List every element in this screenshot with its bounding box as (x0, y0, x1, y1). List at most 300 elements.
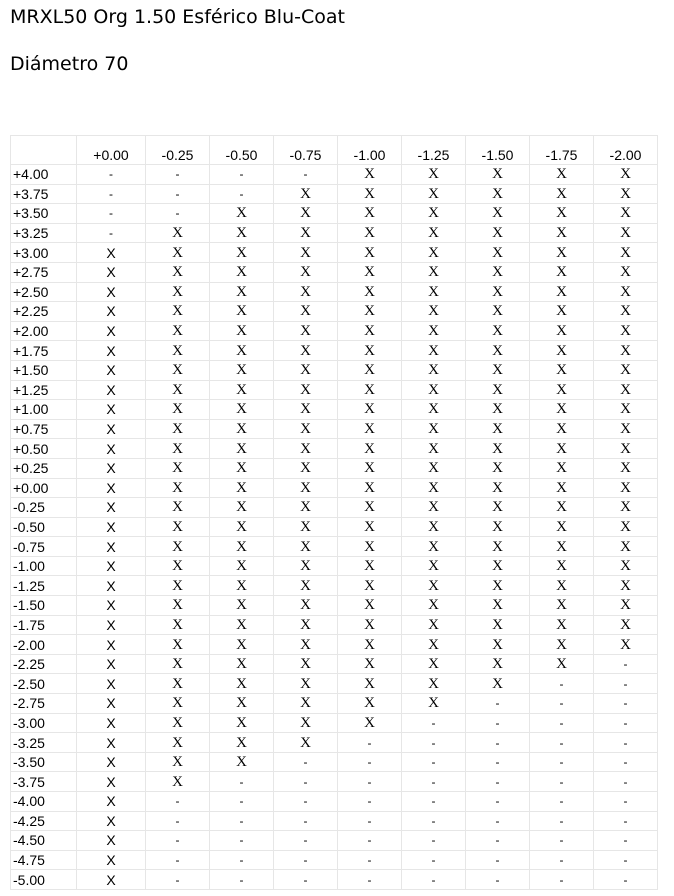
available-mark: X (210, 556, 274, 576)
unavailable-mark: - (530, 870, 594, 890)
available-mark: X (274, 733, 338, 753)
unavailable-mark: - (146, 165, 210, 185)
available-mark: X (210, 419, 274, 439)
table-row (11, 831, 658, 851)
available-mark: X (210, 713, 274, 733)
unavailable-mark: - (530, 850, 594, 870)
row-header: +0.50 (11, 439, 77, 459)
available-mark: X (594, 635, 658, 655)
unavailable-mark: - (274, 811, 338, 831)
available-mark: X (146, 615, 210, 635)
table-row (11, 321, 658, 341)
corner-cell (11, 136, 77, 165)
available-mark: X (338, 400, 402, 420)
available-mark: X (274, 400, 338, 420)
available-mark: X (77, 811, 146, 831)
table-row (11, 243, 658, 263)
available-mark: X (146, 458, 210, 478)
available-mark: X (530, 282, 594, 302)
available-mark: X (338, 184, 402, 204)
available-mark: X (146, 302, 210, 322)
available-mark: X (466, 635, 530, 655)
available-mark: X (594, 478, 658, 498)
available-mark: X (77, 282, 146, 302)
available-mark: X (594, 223, 658, 243)
available-mark: X (338, 165, 402, 185)
unavailable-mark: - (594, 654, 658, 674)
available-mark: X (466, 262, 530, 282)
available-mark: X (274, 341, 338, 361)
available-mark: X (210, 439, 274, 459)
available-mark: X (594, 282, 658, 302)
available-mark: X (77, 752, 146, 772)
available-mark: X (402, 517, 466, 537)
table-row (11, 772, 658, 792)
table-row (11, 596, 658, 616)
available-mark: X (530, 458, 594, 478)
table-row (11, 458, 658, 478)
available-mark: X (338, 419, 402, 439)
available-mark: X (402, 243, 466, 263)
available-mark: X (402, 262, 466, 282)
available-mark: X (402, 694, 466, 714)
table-row (11, 752, 658, 772)
available-mark: X (466, 341, 530, 361)
available-mark: X (274, 694, 338, 714)
available-mark: X (274, 184, 338, 204)
available-mark: X (274, 478, 338, 498)
unavailable-mark: - (530, 811, 594, 831)
available-mark: X (530, 517, 594, 537)
available-mark: X (210, 223, 274, 243)
available-mark: X (77, 537, 146, 557)
available-mark: X (338, 615, 402, 635)
table-row (11, 341, 658, 361)
row-header: +3.50 (11, 204, 77, 224)
unavailable-mark: - (466, 850, 530, 870)
header-row (11, 136, 658, 165)
available-mark: X (466, 615, 530, 635)
available-mark: X (530, 635, 594, 655)
available-mark: X (77, 733, 146, 753)
available-mark: X (77, 713, 146, 733)
unavailable-mark: - (402, 752, 466, 772)
unavailable-mark: - (594, 831, 658, 851)
available-mark: X (146, 556, 210, 576)
available-mark: X (146, 733, 210, 753)
row-header: -1.25 (11, 576, 77, 596)
available-mark: X (210, 380, 274, 400)
available-mark: X (77, 380, 146, 400)
available-mark: X (77, 498, 146, 518)
table-row (11, 380, 658, 400)
available-mark: X (146, 360, 210, 380)
available-mark: X (594, 262, 658, 282)
table-row (11, 694, 658, 714)
available-mark: X (530, 165, 594, 185)
unavailable-mark: - (530, 733, 594, 753)
available-mark: X (594, 184, 658, 204)
row-header: +2.50 (11, 282, 77, 302)
available-mark: X (466, 537, 530, 557)
available-mark: X (146, 282, 210, 302)
table-row (11, 517, 658, 537)
available-mark: X (594, 576, 658, 596)
available-mark: X (594, 439, 658, 459)
available-mark: X (146, 341, 210, 361)
available-mark: X (210, 654, 274, 674)
available-mark: X (338, 498, 402, 518)
available-mark: X (274, 517, 338, 537)
available-mark: X (77, 615, 146, 635)
unavailable-mark: - (466, 772, 530, 792)
available-mark: X (274, 262, 338, 282)
available-mark: X (594, 165, 658, 185)
available-mark: X (77, 243, 146, 263)
table-row (11, 262, 658, 282)
row-header: -2.75 (11, 694, 77, 714)
available-mark: X (338, 243, 402, 263)
available-mark: X (274, 556, 338, 576)
available-mark: X (530, 400, 594, 420)
available-mark: X (338, 380, 402, 400)
available-mark: X (210, 498, 274, 518)
available-mark: X (210, 341, 274, 361)
available-mark: X (594, 596, 658, 616)
unavailable-mark: - (210, 184, 274, 204)
available-mark: X (77, 517, 146, 537)
available-mark: X (338, 302, 402, 322)
unavailable-mark: - (530, 694, 594, 714)
available-mark: X (146, 576, 210, 596)
available-mark: X (594, 615, 658, 635)
available-mark: X (274, 321, 338, 341)
available-mark: X (402, 341, 466, 361)
available-mark: X (146, 498, 210, 518)
unavailable-mark: - (274, 792, 338, 812)
unavailable-mark: - (338, 772, 402, 792)
available-mark: X (594, 400, 658, 420)
available-mark: X (146, 713, 210, 733)
row-header: +0.25 (11, 458, 77, 478)
available-mark: X (466, 321, 530, 341)
available-mark: X (210, 262, 274, 282)
available-mark: X (402, 674, 466, 694)
column-header: -1.25 (402, 136, 466, 165)
unavailable-mark: - (530, 772, 594, 792)
row-header: +3.75 (11, 184, 77, 204)
unavailable-mark: - (530, 792, 594, 812)
table-row (11, 400, 658, 420)
unavailable-mark: - (402, 831, 466, 851)
available-mark: X (77, 694, 146, 714)
available-mark: X (466, 517, 530, 537)
unavailable-mark: - (594, 752, 658, 772)
table-row (11, 654, 658, 674)
table-row (11, 635, 658, 655)
available-mark: X (338, 439, 402, 459)
available-mark: X (466, 458, 530, 478)
row-header: -2.50 (11, 674, 77, 694)
available-mark: X (146, 439, 210, 459)
available-mark: X (274, 223, 338, 243)
table-row (11, 537, 658, 557)
row-header: +1.00 (11, 400, 77, 420)
row-header: -0.25 (11, 498, 77, 518)
available-mark: X (402, 223, 466, 243)
available-mark: X (146, 752, 210, 772)
available-mark: X (338, 223, 402, 243)
table-row (11, 165, 658, 185)
available-mark: X (402, 165, 466, 185)
available-mark: X (210, 576, 274, 596)
available-mark: X (594, 321, 658, 341)
unavailable-mark: - (210, 811, 274, 831)
available-mark: X (274, 243, 338, 263)
available-mark: X (338, 478, 402, 498)
available-mark: X (466, 360, 530, 380)
available-mark: X (338, 537, 402, 557)
unavailable-mark: - (274, 165, 338, 185)
unavailable-mark: - (594, 811, 658, 831)
available-mark: X (146, 419, 210, 439)
row-header: -3.25 (11, 733, 77, 753)
available-mark: X (402, 576, 466, 596)
available-mark: X (594, 556, 658, 576)
column-header: -2.00 (594, 136, 658, 165)
column-header: -0.75 (274, 136, 338, 165)
available-mark: X (274, 380, 338, 400)
available-mark: X (530, 419, 594, 439)
available-mark: X (274, 498, 338, 518)
available-mark: X (146, 537, 210, 557)
available-mark: X (466, 576, 530, 596)
available-mark: X (530, 360, 594, 380)
available-mark: X (530, 321, 594, 341)
available-mark: X (77, 772, 146, 792)
table-row (11, 576, 658, 596)
row-header: -4.75 (11, 850, 77, 870)
available-mark: X (77, 321, 146, 341)
unavailable-mark: - (274, 772, 338, 792)
available-mark: X (274, 458, 338, 478)
available-mark: X (594, 360, 658, 380)
table-row (11, 282, 658, 302)
available-mark: X (594, 380, 658, 400)
available-mark: X (146, 243, 210, 263)
available-mark: X (274, 302, 338, 322)
available-mark: X (210, 478, 274, 498)
unavailable-mark: - (146, 870, 210, 890)
unavailable-mark: - (402, 713, 466, 733)
unavailable-mark: - (466, 694, 530, 714)
available-mark: X (274, 635, 338, 655)
available-mark: X (77, 556, 146, 576)
available-mark: X (77, 674, 146, 694)
available-mark: X (274, 674, 338, 694)
available-mark: X (210, 360, 274, 380)
unavailable-mark: - (466, 870, 530, 890)
available-mark: X (77, 792, 146, 812)
unavailable-mark: - (466, 831, 530, 851)
available-mark: X (210, 674, 274, 694)
row-header: -1.75 (11, 615, 77, 635)
unavailable-mark: - (530, 713, 594, 733)
unavailable-mark: - (594, 792, 658, 812)
unavailable-mark: - (338, 870, 402, 890)
unavailable-mark: - (530, 674, 594, 694)
row-header: -3.75 (11, 772, 77, 792)
unavailable-mark: - (338, 752, 402, 772)
available-mark: X (338, 341, 402, 361)
available-mark: X (594, 204, 658, 224)
available-mark: X (402, 400, 466, 420)
available-mark: X (402, 282, 466, 302)
available-mark: X (146, 517, 210, 537)
table-body (11, 165, 658, 890)
row-header: -1.00 (11, 556, 77, 576)
unavailable-mark: - (402, 811, 466, 831)
available-mark: X (594, 419, 658, 439)
unavailable-mark: - (210, 792, 274, 812)
available-mark: X (466, 439, 530, 459)
available-mark: X (402, 498, 466, 518)
unavailable-mark: - (274, 752, 338, 772)
unavailable-mark: - (594, 772, 658, 792)
table-row (11, 615, 658, 635)
row-header: -4.25 (11, 811, 77, 831)
unavailable-mark: - (530, 831, 594, 851)
unavailable-mark: - (338, 733, 402, 753)
available-mark: X (274, 713, 338, 733)
available-mark: X (210, 752, 274, 772)
available-mark: X (77, 360, 146, 380)
available-mark: X (402, 360, 466, 380)
available-mark: X (77, 635, 146, 655)
available-mark: X (338, 262, 402, 282)
row-header: -2.25 (11, 654, 77, 674)
available-mark: X (402, 635, 466, 655)
available-mark: X (530, 556, 594, 576)
unavailable-mark: - (77, 165, 146, 185)
unavailable-mark: - (466, 811, 530, 831)
unavailable-mark: - (146, 184, 210, 204)
table-row (11, 556, 658, 576)
available-mark: X (338, 458, 402, 478)
available-mark: X (594, 243, 658, 263)
available-mark: X (402, 458, 466, 478)
available-mark: X (210, 400, 274, 420)
unavailable-mark: - (210, 772, 274, 792)
available-mark: X (466, 165, 530, 185)
table-row (11, 498, 658, 518)
available-mark: X (77, 850, 146, 870)
available-mark: X (530, 498, 594, 518)
available-mark: X (338, 204, 402, 224)
table-row (11, 204, 658, 224)
available-mark: X (594, 517, 658, 537)
available-mark: X (530, 439, 594, 459)
unavailable-mark: - (402, 772, 466, 792)
available-mark: X (274, 439, 338, 459)
available-mark: X (210, 635, 274, 655)
available-mark: X (274, 596, 338, 616)
available-mark: X (466, 674, 530, 694)
table-row (11, 223, 658, 243)
table-row (11, 674, 658, 694)
unavailable-mark: - (338, 831, 402, 851)
available-mark: X (402, 654, 466, 674)
table-row (11, 478, 658, 498)
available-mark: X (338, 517, 402, 537)
available-mark: X (530, 223, 594, 243)
available-mark: X (77, 302, 146, 322)
available-mark: X (530, 341, 594, 361)
unavailable-mark: - (210, 831, 274, 851)
available-mark: X (77, 654, 146, 674)
table-row (11, 870, 658, 890)
row-header: +4.00 (11, 165, 77, 185)
available-mark: X (338, 556, 402, 576)
available-mark: X (530, 204, 594, 224)
available-mark: X (402, 321, 466, 341)
available-mark: X (146, 400, 210, 420)
row-header: -4.50 (11, 831, 77, 851)
available-mark: X (77, 341, 146, 361)
unavailable-mark: - (594, 733, 658, 753)
table-row (11, 811, 658, 831)
column-header: +0.00 (77, 136, 146, 165)
available-mark: X (530, 615, 594, 635)
available-mark: X (146, 380, 210, 400)
available-mark: X (594, 341, 658, 361)
unavailable-mark: - (338, 811, 402, 831)
available-mark: X (530, 302, 594, 322)
unavailable-mark: - (466, 752, 530, 772)
available-mark: X (466, 400, 530, 420)
available-mark: X (466, 419, 530, 439)
available-mark: X (402, 537, 466, 557)
column-header: -1.50 (466, 136, 530, 165)
available-mark: X (274, 360, 338, 380)
available-mark: X (530, 537, 594, 557)
available-mark: X (146, 223, 210, 243)
available-mark: X (530, 576, 594, 596)
unavailable-mark: - (77, 184, 146, 204)
available-mark: X (274, 654, 338, 674)
available-mark: X (402, 596, 466, 616)
available-mark: X (466, 282, 530, 302)
available-mark: X (594, 458, 658, 478)
available-mark: X (210, 321, 274, 341)
available-mark: X (338, 596, 402, 616)
available-mark: X (338, 282, 402, 302)
row-header: -2.00 (11, 635, 77, 655)
available-mark: X (274, 537, 338, 557)
available-mark: X (210, 596, 274, 616)
available-mark: X (210, 537, 274, 557)
page-subtitle: Diámetro 70 (10, 53, 129, 75)
available-mark: X (210, 282, 274, 302)
available-mark: X (402, 615, 466, 635)
available-mark: X (146, 596, 210, 616)
available-mark: X (77, 478, 146, 498)
column-header: -1.75 (530, 136, 594, 165)
available-mark: X (530, 596, 594, 616)
available-mark: X (210, 243, 274, 263)
row-header: -0.50 (11, 517, 77, 537)
available-mark: X (466, 478, 530, 498)
